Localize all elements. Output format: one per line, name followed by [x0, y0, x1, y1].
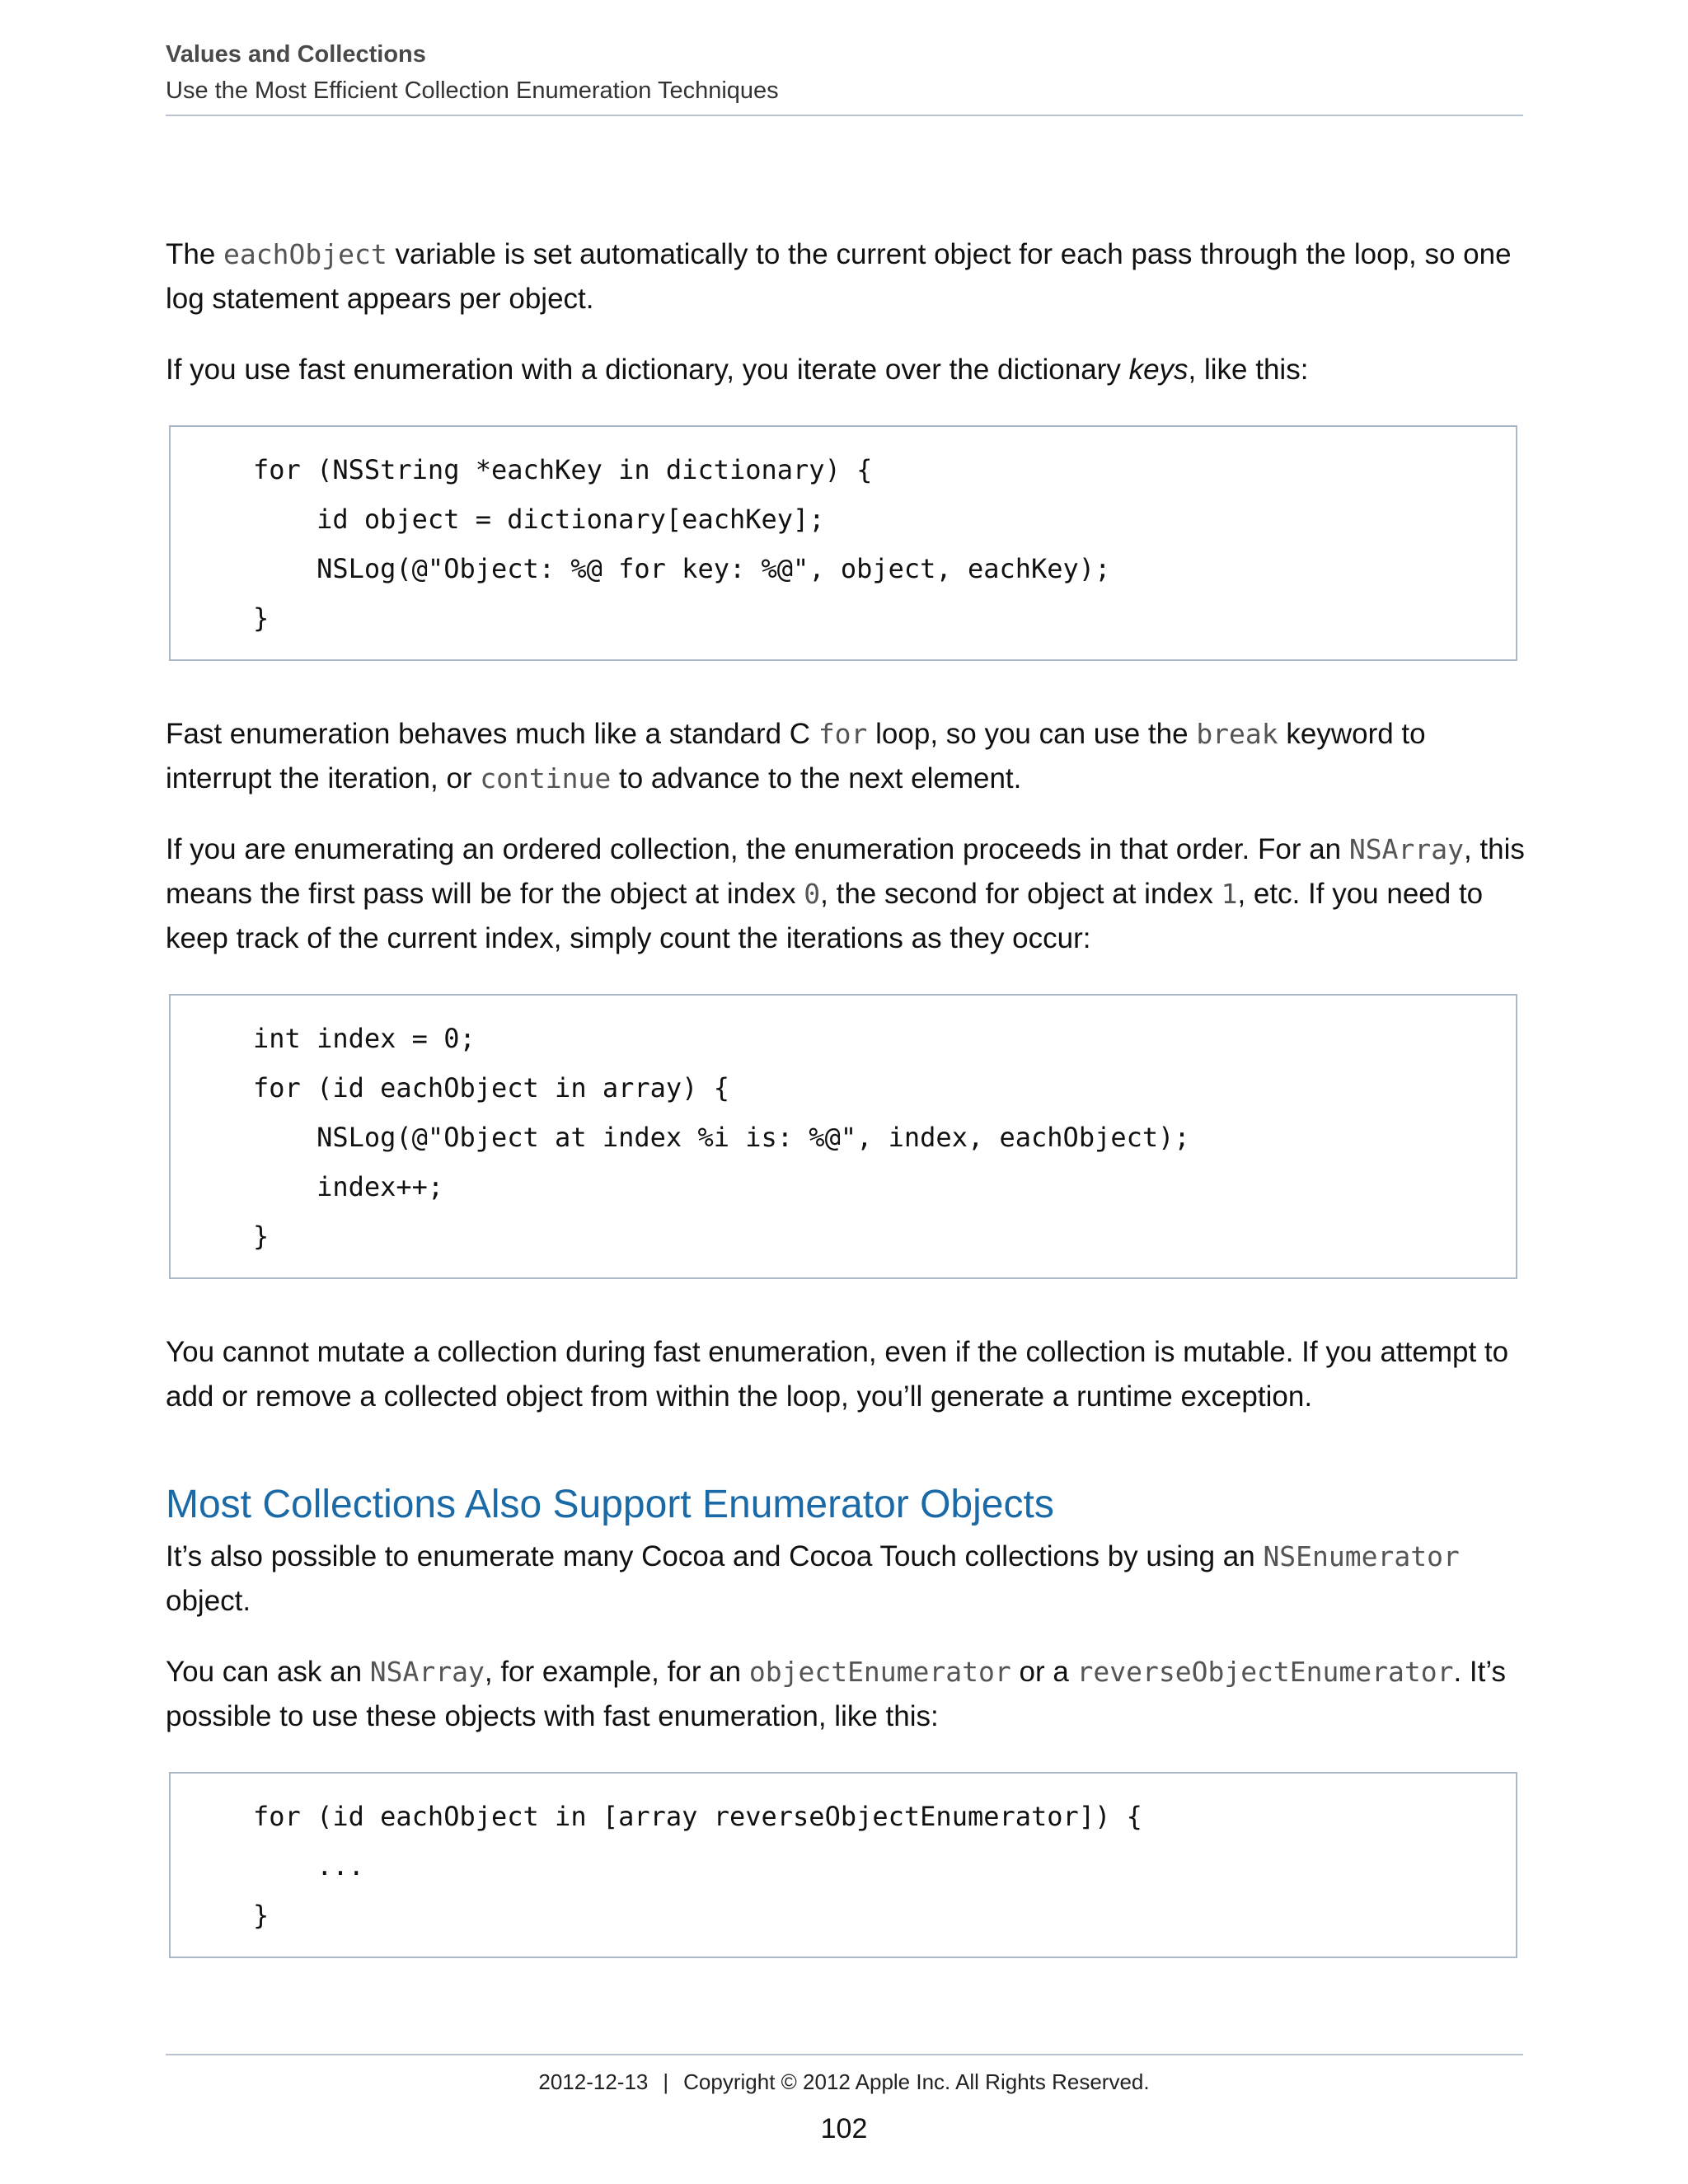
code-block-index — [169, 994, 1517, 1279]
footer-separator: | — [663, 2069, 669, 2094]
code-line: NSLog(@"Object at index %i is: %@", index, eachObject); — [253, 1122, 1190, 1153]
inline-code: NSArray — [1348, 833, 1464, 865]
header-divider — [166, 115, 1523, 116]
paragraph-mutation-warning: You cannot mutate a collection during fast enumeration, even if the collection is mutable. If you attempt to add or remove a collected object from within the loop, you’ll generate a runtime exception. — [166, 1336, 1509, 1413]
code-line: ... — [253, 1850, 364, 1882]
page-number: 102 — [820, 2113, 868, 2144]
code-line: for (id eachObject in [array reverseObjectEnumerator]) { — [253, 1801, 1142, 1832]
section-heading: Most Collections Also Support Enumerator Objects — [166, 1483, 1054, 1526]
inline-code: NSArray — [369, 1656, 485, 1688]
paragraph-fast-enumeration: Fast enumeration behaves much like a standard C for loop, so you can use the break keyword to interrupt the iteration, or continue to advance to the next element. — [166, 718, 1426, 794]
code-line: id object = dictionary[eachKey]; — [253, 504, 825, 535]
code-line: } — [253, 602, 270, 634]
code-line: for (NSString *eachKey in dictionary) { — [253, 454, 873, 485]
code-line: index++; — [253, 1171, 444, 1202]
footer-copyright: Copyright © 2012 Apple Inc. All Rights Reserved. — [683, 2069, 1150, 2094]
page-header — [166, 36, 1523, 109]
footer-date: 2012-12-13 — [538, 2069, 649, 2094]
code-line: } — [253, 1221, 270, 1252]
paragraph-each-object: The eachObject variable is set automatically to the current object for each pass through the loop, so one log statement appears per object. — [166, 238, 1512, 315]
paragraph-ordered-collection: If you are enumerating an ordered collection, the enumeration proceeds in that order. For an NSArray, this means the first pass will be for the object at index 0, the second for object at index 1, etc. If you need to keep track of the current index, simply count the iterations as they occur: — [166, 833, 1525, 954]
paragraph-object-enumerator: You can ask an NSArray, for example, for an objectEnumerator or a reverseObjectEnumerator. It’s possible to use these objects with fast enumeration, like this: — [166, 1656, 1507, 1732]
inline-code: objectEnumerator — [748, 1656, 1011, 1688]
inline-code: for — [818, 718, 868, 750]
inline-code: NSEnumerator — [1263, 1540, 1460, 1572]
main-content — [166, 232, 1526, 1958]
section-title: Use the Most Efficient Collection Enumeration Techniques — [166, 77, 779, 104]
paragraph-dictionary: If you use fast enumeration with a dictionary, you iterate over the dictionary keys, like this: — [166, 354, 1309, 386]
code-line: for (id eachObject in array) { — [253, 1072, 729, 1104]
page-footer — [0, 2065, 1688, 2098]
inline-code: 1 — [1221, 878, 1238, 910]
inline-code: reverseObjectEnumerator — [1076, 1656, 1454, 1688]
emphasis-keys: keys — [1128, 354, 1189, 386]
inline-code: break — [1196, 718, 1278, 750]
paragraph-enumerator: It’s also possible to enumerate many Cocoa and Cocoa Touch collections by using an NSEnumerator object. — [166, 1540, 1460, 1617]
inline-code: eachObject — [223, 238, 387, 270]
chapter-title: Values and Collections — [166, 41, 426, 68]
code-block-dictionary — [169, 425, 1517, 661]
code-line: int index = 0; — [253, 1023, 476, 1054]
footer-divider — [166, 2054, 1523, 2055]
inline-code: 0 — [804, 878, 821, 910]
code-line: } — [253, 1900, 270, 1931]
code-line: NSLog(@"Object: %@ for key: %@", object, eachKey); — [253, 553, 1111, 584]
inline-code: continue — [480, 762, 612, 794]
code-block-reverse-enumerator — [169, 1772, 1517, 1958]
